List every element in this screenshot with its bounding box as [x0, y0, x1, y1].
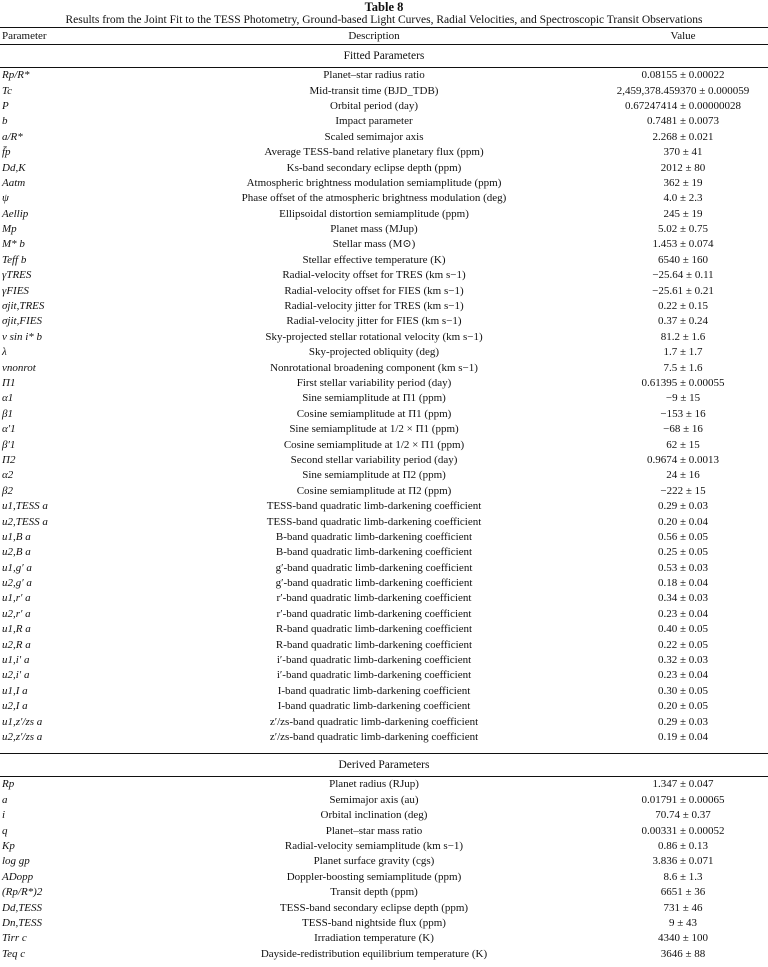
parameter-cell: log gp [2, 855, 30, 868]
description-cell: Semimajor axis (au) [329, 793, 419, 806]
column-header-description: Description [348, 30, 400, 42]
parameter-cell: u2,B a [2, 546, 31, 559]
table-row [0, 637, 768, 652]
table-row [0, 530, 768, 545]
table-row [0, 730, 768, 745]
parameter-cell: β1 [2, 407, 13, 420]
value-cell: 81.2 ± 1.6 [660, 330, 706, 343]
description-cell: i′-band quadratic limb-darkening coefficient [276, 654, 472, 667]
table-row [0, 268, 768, 283]
table-row [0, 453, 768, 468]
table-caption [0, 0, 768, 27]
description-cell: TESS-band secondary eclipse depth (ppm) [279, 901, 469, 914]
table-row [0, 299, 768, 314]
table-row [0, 222, 768, 237]
value-cell: 0.30 ± 0.05 [657, 684, 709, 697]
table-row [0, 714, 768, 729]
table-row [0, 545, 768, 560]
table-row [0, 68, 768, 84]
table-row [0, 99, 768, 114]
description-cell: Doppler-boosting semiamplitude (ppm) [286, 870, 462, 883]
value-cell: 9 ± 43 [668, 916, 698, 929]
parameter-cell: P [2, 99, 9, 112]
description-cell: Transit depth (ppm) [330, 886, 418, 899]
parameter-cell: γTRES [2, 269, 32, 282]
parameter-cell: Π2 [2, 453, 16, 466]
parameter-cell: i [2, 809, 6, 822]
column-header-value: Value [670, 30, 696, 42]
parameter-cell: b [2, 115, 8, 128]
value-cell: 1.7 ± 1.7 [663, 346, 703, 359]
value-cell: 370 ± 41 [663, 146, 703, 159]
description-cell: g′-band quadratic limb-darkening coefficient [275, 577, 473, 590]
table-row [0, 607, 768, 622]
value-cell: −222 ± 15 [660, 484, 706, 497]
parameter-cell: Dd,K [2, 161, 26, 174]
description-cell: B-band quadratic limb-darkening coefficient [275, 546, 473, 559]
description-cell: R-band quadratic limb-darkening coefficient [275, 623, 473, 636]
value-cell: 70.74 ± 0.37 [655, 809, 711, 822]
parameter-cell: ψ [2, 192, 9, 205]
value-cell: 0.01791 ± 0.00065 [641, 793, 725, 806]
value-cell: 0.25 ± 0.05 [657, 546, 709, 559]
parameter-cell: a/R* [2, 130, 23, 143]
results-table [0, 27, 768, 962]
description-cell: TESS-band quadratic limb-darkening coefficient [266, 500, 482, 513]
value-cell: 0.7481 ± 0.0073 [646, 115, 720, 128]
table-row [0, 160, 768, 175]
table-row [0, 699, 768, 714]
value-cell: 2,459,378.459370 ± 0.000059 [616, 84, 750, 97]
description-cell: z′/zs-band quadratic limb-darkening coefficient [269, 730, 479, 743]
value-cell: 2012 ± 80 [660, 161, 706, 174]
parameter-cell: Tc [2, 84, 12, 97]
value-cell: 6540 ± 160 [657, 253, 709, 266]
value-cell: 0.86 ± 0.13 [657, 839, 709, 852]
description-cell: Planet–star radius ratio [323, 69, 425, 82]
table-row [0, 591, 768, 606]
value-cell: 24 ± 16 [666, 469, 700, 482]
table-row [0, 561, 768, 576]
parameter-cell: a [2, 793, 8, 806]
parameter-cell: vnonrot [2, 361, 36, 374]
parameter-cell: u2,i′ a [2, 669, 30, 682]
table-row [0, 237, 768, 252]
description-cell: Sine semiamplitude at Π2 (ppm) [302, 469, 446, 482]
value-cell: −9 ± 15 [665, 392, 701, 405]
value-cell: 0.20 ± 0.04 [657, 515, 709, 528]
parameter-cell: u2,R a [2, 638, 31, 651]
value-cell: 245 ± 19 [663, 207, 703, 220]
description-cell: Stellar effective temperature (K) [302, 253, 446, 266]
section-heading-derived: Derived Parameters [338, 759, 430, 772]
description-cell: z′/zs-band quadratic limb-darkening coefficient [269, 715, 479, 728]
table-row [0, 176, 768, 191]
parameter-cell: Π1 [2, 377, 16, 389]
table-row [0, 684, 768, 699]
description-cell: Cosine semiamplitude at 1/2 × Π1 (ppm) [283, 438, 465, 451]
parameter-cell: (Rp/R*)2 [2, 886, 43, 899]
value-cell: −25.61 ± 0.21 [652, 284, 714, 297]
value-cell: 0.56 ± 0.05 [657, 530, 709, 543]
value-cell: 0.37 ± 0.24 [657, 315, 709, 328]
description-cell: g′-band quadratic limb-darkening coefficient [275, 561, 473, 574]
description-cell: Orbital inclination (deg) [320, 809, 428, 822]
description-cell: Impact parameter [335, 115, 413, 128]
table-row [0, 931, 768, 946]
table-row [0, 191, 768, 206]
parameter-cell: u1,TESS a [2, 500, 48, 513]
table-row [0, 360, 768, 375]
parameter-cell: v sin i* b [2, 330, 43, 343]
description-cell: R-band quadratic limb-darkening coefficient [275, 638, 473, 651]
description-cell: TESS-band quadratic limb-darkening coefficient [266, 515, 482, 528]
parameter-cell: Tirr c [2, 932, 27, 945]
table-row [0, 484, 768, 499]
table-row [0, 468, 768, 483]
table-row [0, 777, 768, 793]
value-cell: 0.29 ± 0.03 [657, 500, 709, 513]
parameter-cell: λ [2, 346, 7, 359]
table-row [0, 885, 768, 900]
parameter-cell: f̄p [2, 146, 11, 159]
value-cell: 7.5 ± 1.6 [663, 361, 703, 374]
table-row [0, 946, 768, 961]
value-cell: 731 ± 46 [663, 901, 703, 914]
value-cell: 1.347 ± 0.047 [652, 778, 714, 791]
value-cell: 0.53 ± 0.03 [657, 561, 709, 574]
parameter-cell: Rp [2, 778, 15, 791]
parameter-cell: u1,i′ a [2, 654, 30, 667]
value-cell: 62 ± 15 [666, 438, 700, 451]
table-header [0, 28, 768, 45]
table-label: Table 8 [364, 0, 404, 14]
table-title: Results from the Joint Fit to the TESS Photometry, Ground-based Light Curves, Radial Velocities, and Spectroscopic Transit Observations [65, 14, 703, 26]
parameter-cell: σjit,FIES [2, 315, 42, 328]
parameter-cell: Teff b [2, 253, 27, 266]
parameter-cell: u1,I a [2, 684, 28, 697]
parameter-cell: u1,B a [2, 530, 31, 543]
column-header-parameter: Parameter [2, 30, 47, 42]
parameter-cell: M* b [2, 238, 25, 251]
description-cell: B-band quadratic limb-darkening coefficient [275, 530, 473, 543]
table-row [0, 839, 768, 854]
description-cell: Sine semiamplitude at Π1 (ppm) [302, 392, 446, 405]
description-cell: r′-band quadratic limb-darkening coefficient [276, 592, 472, 605]
table-row [0, 916, 768, 931]
description-cell: Average TESS-band relative planetary flux (ppm) [264, 146, 484, 159]
description-cell: Phase offset of the atmospheric brightness modulation (deg) [241, 192, 507, 205]
parameter-cell: u2,TESS a [2, 515, 48, 528]
value-cell: 0.34 ± 0.03 [657, 592, 709, 605]
value-cell: 0.18 ± 0.04 [657, 577, 709, 590]
description-cell: Irradiation temperature (K) [314, 932, 434, 945]
value-cell: 0.23 ± 0.04 [657, 607, 709, 620]
description-cell: Stellar mass (M⊙) [332, 238, 416, 251]
parameter-cell: u2,g′ a [2, 577, 32, 590]
description-cell: Sky-projected obliquity (deg) [308, 346, 440, 359]
parameter-cell: q [2, 824, 8, 837]
value-cell: 0.9674 ± 0.0013 [646, 453, 720, 466]
table-row [0, 499, 768, 514]
parameter-cell: α′1 [2, 423, 16, 436]
description-cell: Cosine semiamplitude at Π1 (ppm) [296, 407, 452, 420]
parameter-cell: Kp [2, 839, 15, 852]
table-row [0, 576, 768, 591]
description-cell: i′-band quadratic limb-darkening coefficient [276, 669, 472, 682]
description-cell: Orbital period (day) [330, 99, 418, 112]
table-row [0, 253, 768, 268]
description-cell: Atmospheric brightness modulation semiamplitude (ppm) [246, 176, 502, 189]
derived-parameters-section [0, 745, 768, 962]
table-row [0, 330, 768, 345]
value-cell: 0.00331 ± 0.00052 [641, 824, 725, 837]
table-row [0, 622, 768, 637]
parameter-cell: Rp/R* [2, 69, 30, 82]
description-cell: Ks-band secondary eclipse depth (ppm) [286, 161, 462, 174]
value-cell: −68 ± 16 [663, 423, 703, 436]
description-cell: Mid-transit time (BJD_TDB) [309, 84, 439, 97]
table-row [0, 114, 768, 129]
table-row [0, 314, 768, 329]
table-row [0, 345, 768, 360]
value-cell: 0.20 ± 0.05 [657, 700, 709, 713]
table-row [0, 793, 768, 808]
value-cell: 3.836 ± 0.071 [652, 855, 714, 868]
description-cell: Sky-projected stellar rotational velocity (km s−1) [265, 330, 483, 343]
description-cell: Second stellar variability period (day) [290, 453, 458, 466]
description-cell: Dayside-redistribution equilibrium temperature (K) [260, 947, 488, 960]
table-row [0, 823, 768, 838]
parameter-cell: Dn,TESS [2, 916, 43, 929]
description-cell: Radial-velocity semiamplitude (km s−1) [284, 839, 464, 852]
parameter-cell: β′1 [2, 438, 16, 451]
description-cell: Radial-velocity jitter for TRES (km s−1) [284, 300, 464, 313]
description-cell: Planet surface gravity (cgs) [313, 855, 435, 868]
value-cell: −153 ± 16 [660, 407, 706, 420]
table-row [0, 870, 768, 885]
value-cell: −25.64 ± 0.11 [652, 269, 714, 282]
table-row [0, 422, 768, 437]
value-cell: 4340 ± 100 [657, 932, 709, 945]
parameter-cell: u1,g′ a [2, 561, 32, 574]
value-cell: 1.453 ± 0.074 [652, 238, 714, 251]
parameter-cell: u1,r′ a [2, 592, 31, 605]
parameter-cell: u2,z′/zs a [2, 730, 43, 743]
description-cell: Planet mass (MJup) [330, 223, 418, 236]
value-cell: 0.22 ± 0.15 [657, 300, 709, 313]
description-cell: Planet–star mass ratio [325, 824, 423, 837]
parameter-cell: α2 [2, 469, 14, 482]
parameter-cell: u2,I a [2, 700, 28, 713]
table-row [0, 376, 768, 391]
description-cell: r′-band quadratic limb-darkening coefficient [276, 607, 472, 620]
description-cell: Cosine semiamplitude at Π2 (ppm) [296, 484, 452, 497]
table-row [0, 808, 768, 823]
value-cell: 0.61395 ± 0.00055 [641, 377, 725, 389]
parameter-cell: Aatm [2, 176, 26, 189]
fitted-parameters-section [0, 45, 768, 746]
value-cell: 3646 ± 88 [660, 947, 706, 960]
value-cell: 0.08155 ± 0.00022 [641, 69, 725, 82]
table-row [0, 83, 768, 98]
description-cell: First stellar variability period (day) [296, 377, 452, 389]
table-row [0, 437, 768, 452]
description-cell: Radial-velocity offset for TRES (km s−1) [282, 269, 466, 282]
value-cell: 0.40 ± 0.05 [657, 623, 709, 636]
value-cell: 0.23 ± 0.04 [657, 669, 709, 682]
table-row [0, 283, 768, 298]
value-cell: 0.19 ± 0.04 [657, 730, 709, 743]
value-cell: 6651 ± 36 [660, 886, 706, 899]
table-row [0, 854, 768, 869]
parameter-cell: Teq c [2, 947, 26, 960]
section-heading-fitted: Fitted Parameters [343, 50, 425, 62]
parameter-cell: Dd,TESS [2, 901, 43, 914]
description-cell: Sine semiamplitude at 1/2 × Π1 (ppm) [289, 423, 459, 436]
description-cell: Ellipsoidal distortion semiamplitude (ppm) [279, 207, 469, 220]
description-cell: I-band quadratic limb-darkening coefficient [277, 684, 471, 697]
parameter-cell: α1 [2, 392, 14, 405]
parameter-cell: u2,r′ a [2, 607, 31, 620]
value-cell: 0.29 ± 0.03 [657, 715, 709, 728]
value-cell: 4.0 ± 2.3 [663, 192, 703, 205]
value-cell: 0.22 ± 0.05 [657, 638, 709, 651]
table-row [0, 668, 768, 683]
value-cell: 5.02 ± 0.75 [657, 223, 709, 236]
description-cell: Radial-velocity jitter for FIES (km s−1) [286, 315, 462, 328]
parameter-cell: σjit,TRES [2, 300, 45, 313]
table-row [0, 407, 768, 422]
parameter-cell: ADopp [2, 870, 34, 883]
parameter-cell: u1,z′/zs a [2, 715, 43, 728]
table-row [0, 391, 768, 406]
parameter-cell: u1,R a [2, 623, 31, 636]
table-row [0, 653, 768, 668]
value-cell: 0.67247414 ± 0.00000028 [624, 99, 742, 112]
description-cell: I-band quadratic limb-darkening coefficient [277, 700, 471, 713]
table-row [0, 145, 768, 160]
parameter-cell: β2 [2, 484, 13, 497]
table-row [0, 514, 768, 529]
description-cell: Scaled semimajor axis [324, 130, 424, 143]
value-cell: 0.32 ± 0.03 [657, 654, 709, 667]
parameter-cell: Mp [2, 223, 17, 236]
parameter-cell: Aellip [2, 207, 29, 220]
table-row [0, 130, 768, 145]
value-cell: 2.268 ± 0.021 [652, 130, 714, 143]
description-cell: Radial-velocity offset for FIES (km s−1) [284, 284, 464, 297]
value-cell: 8.6 ± 1.3 [663, 870, 703, 883]
table-row [0, 207, 768, 222]
description-cell: Nonrotational broadening component (km s−1) [270, 361, 478, 374]
value-cell: 362 ± 19 [663, 176, 703, 189]
description-cell: Planet radius (RJup) [329, 778, 419, 791]
parameter-cell: γFIES [2, 284, 29, 297]
table-row [0, 900, 768, 915]
description-cell: TESS-band nightside flux (ppm) [302, 916, 446, 929]
